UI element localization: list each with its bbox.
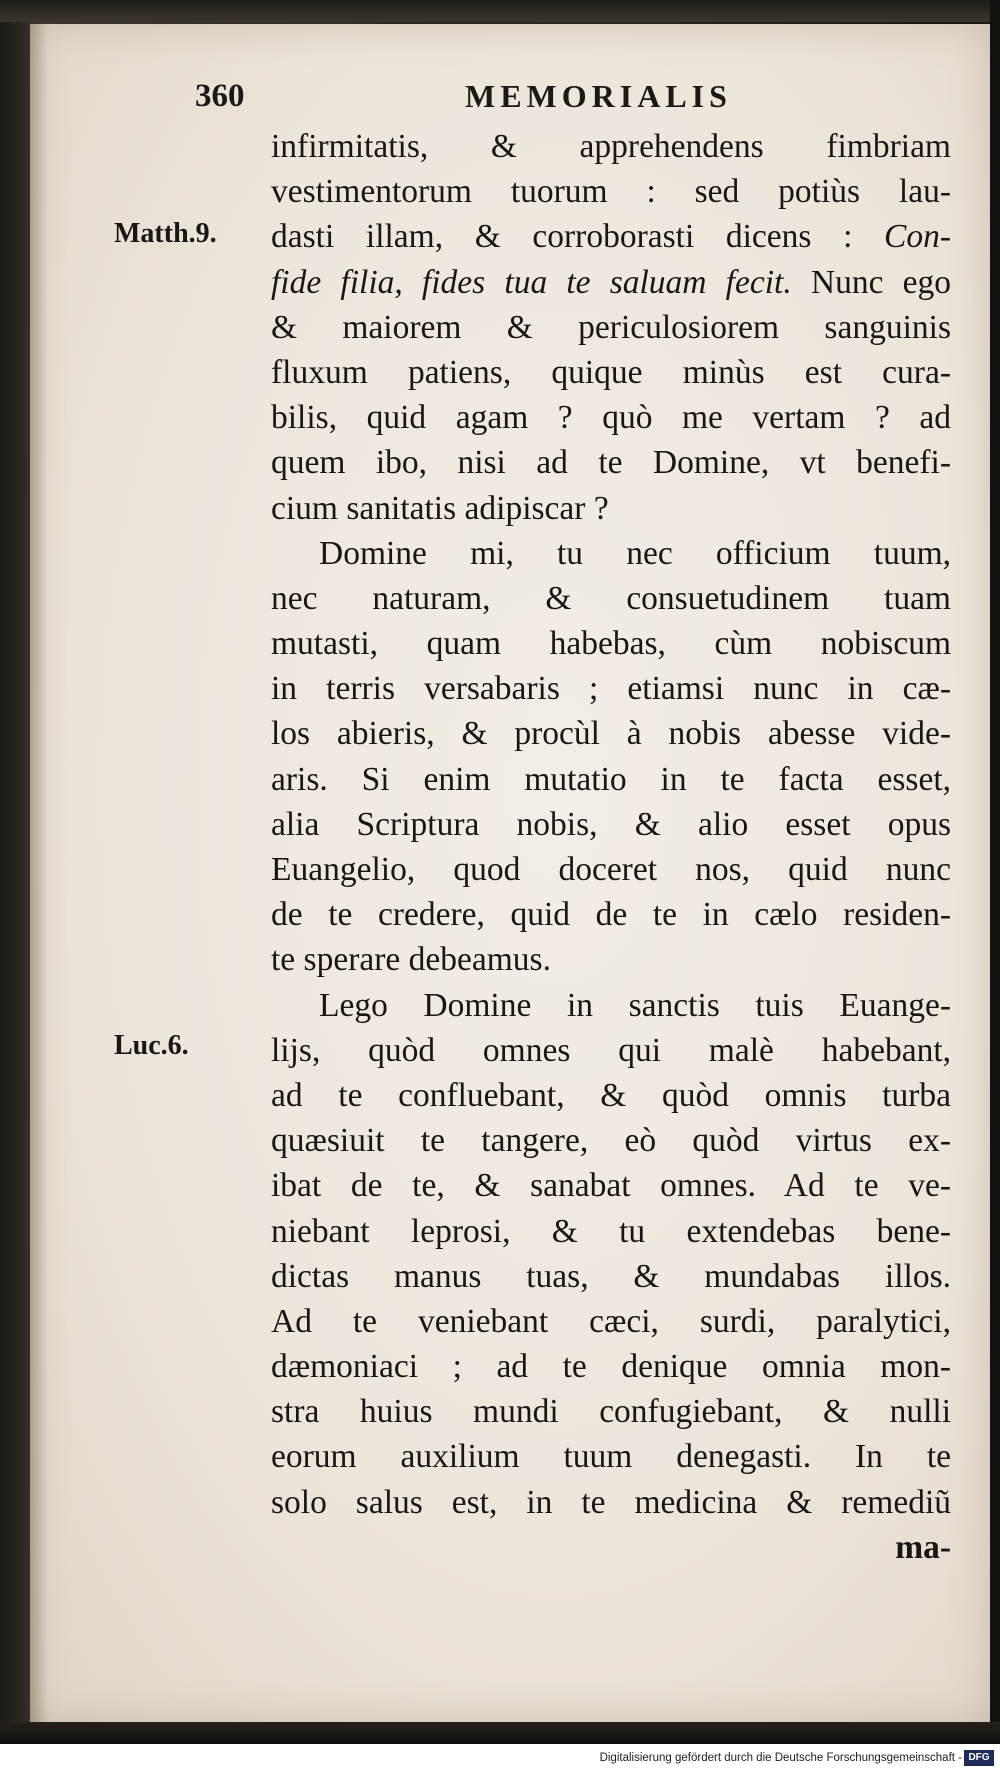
text-line: cium sanitatis adipiscar ? — [271, 489, 609, 527]
text-line: ad te confluebant, & quòd omnis turba — [271, 1076, 951, 1114]
text-line: nec naturam, & consuetudinem tuam — [271, 579, 951, 617]
text-line: quem ibo, nisi ad te Domine, vt benefi- — [271, 444, 951, 482]
book-top-edge — [0, 0, 1000, 22]
text-line: vestimentorum tuorum : sed potiùs lau- — [271, 173, 951, 211]
text-line: mutasti, quam habebas, cùm nobiscum — [271, 625, 951, 663]
text-line: de te credere, quid de te in cælo residen- — [271, 896, 951, 934]
text-line: Euangelio, quod doceret nos, quid nunc — [271, 851, 951, 888]
text-run: dasti illam, & corroborasti dicens : — [271, 218, 884, 256]
margin-note-luke: Luc.6. — [114, 1030, 189, 1061]
text-line: Ad te veniebant cæci, surdi, paralytici, — [271, 1302, 951, 1340]
text-line — [271, 214, 951, 259]
text-line: solo salus est, in te medicina & remediũ — [271, 1483, 951, 1521]
text-line — [271, 260, 951, 305]
margin-note-matthew: Matth.9. — [114, 218, 217, 249]
dfg-logo: DFG — [964, 1750, 994, 1766]
italic-run: Con- — [884, 218, 951, 256]
running-title: MEMORIALIS — [465, 78, 732, 114]
italic-quotation: fide filia, fides tua te saluam fecit. — [271, 263, 792, 301]
text-run: Nunc ego — [791, 263, 951, 301]
body-text — [271, 124, 951, 1570]
text-line: stra huius mundi confugiebant, & nulli — [271, 1393, 951, 1431]
text-line: lijs, quòd omnes qui malè habebant, — [271, 1031, 951, 1069]
page-gutter-shadow — [30, 24, 48, 1722]
text-line: Domine mi, tu nec officium tuum, — [319, 534, 951, 572]
text-line: dictas manus tuas, & mundabas illos. — [271, 1257, 951, 1295]
text-line: infirmitatis, & apprehendens fimbriam — [271, 128, 951, 165]
text-line: quæsiuit te tangere, eò quòd virtus ex- — [271, 1122, 951, 1160]
text-line: dæmoniaci ; ad te denique omnia mon- — [271, 1348, 951, 1386]
text-line: niebant leprosi, & tu extendebas bene- — [271, 1212, 951, 1250]
text-line: fluxum patiens, quique minùs est cura- — [271, 353, 951, 391]
text-line: alia Scriptura nobis, & alio esset opus — [271, 805, 951, 843]
page-number: 360 — [195, 78, 245, 114]
text-line: eorum auxilium tuum denegasti. In te — [271, 1438, 951, 1476]
book-right-edge — [990, 0, 1000, 1744]
running-head — [195, 78, 955, 118]
funding-credit: Digitalisierung gefördert durch die Deutsche Forschungsgemeinschaft - — [599, 1752, 962, 1764]
text-line: aris. Si enim mutatio in te facta esset, — [271, 760, 951, 798]
text-line: te sperare debeamus. — [271, 941, 551, 979]
text-line: in terris versabaris ; etiamsi nunc in cæ- — [271, 670, 951, 708]
text-line: bilis, quid agam ? quò me vertam ? ad — [271, 399, 951, 437]
text-line: los abieris, & procùl à nobis abesse vide- — [271, 715, 951, 753]
footer-bar — [0, 1744, 1000, 1777]
text-line: Lego Domine in sanctis tuis Euange- — [319, 986, 951, 1024]
text-line: ibat de te, & sanabat omnes. Ad te ve- — [271, 1167, 951, 1205]
book-bottom-edge — [0, 1722, 1000, 1744]
catchword: ma- — [895, 1528, 951, 1566]
text-line: & maiorem & periculosiorem sanguinis — [271, 308, 951, 346]
